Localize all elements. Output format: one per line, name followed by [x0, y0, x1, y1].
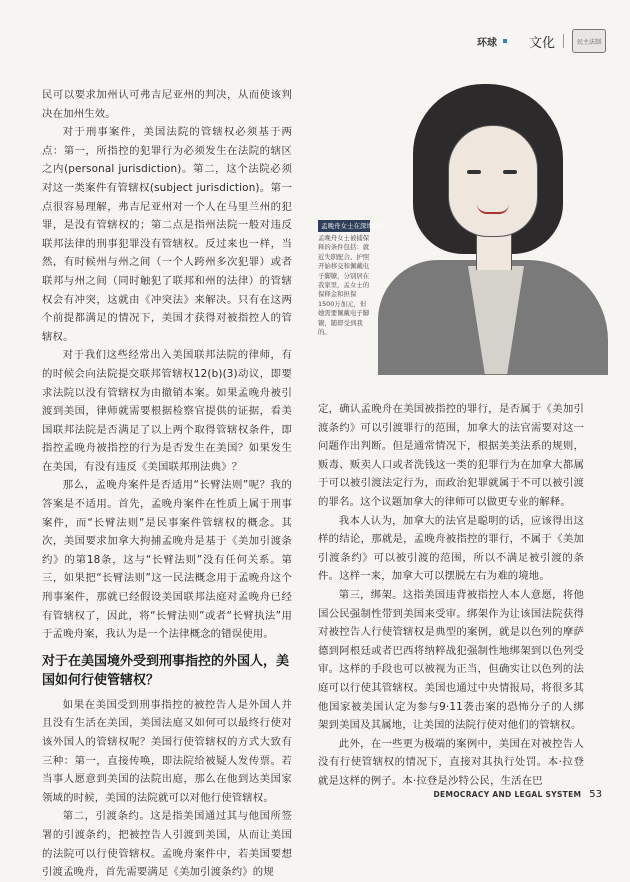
paragraph: 此外，在一些更为极端的案例中，美国在对被控告人没有行使管辖权的情况下，直接对其执行处罚。本·拉登就是这样的例子。本·拉登是沙特公民，生活在巴	[318, 737, 584, 787]
portrait-eye	[503, 170, 517, 174]
publication-name: DEMOCRACY AND LEGAL SYSTEM	[433, 790, 582, 799]
page-header	[477, 30, 606, 52]
right-column	[318, 400, 584, 790]
portrait-mouth	[477, 204, 509, 214]
caption-title: 孟晚舟女士在深圳家中	[318, 220, 370, 232]
paragraph: 对于刑事案件，美国法院的管辖权必须基于两点：第一，所指控的犯罪行为必须发生在法院的辖区之内(personal jurisdiction)。第二，这个法院必须对这一类案件有管辖权(subject jurisdiction)。第一点很容易理解，弗吉尼亚州对一个人在马里兰州的犯罪，是没有管辖权的；第二点是指州法院一般对违反联邦法律的刑事犯罪没有管辖权。反过来也一样，当然，有时候州与州之间（一个人跨州多次犯罪）或者联邦与州之间（同时触犯了联邦和州的法律）的管辖权会有冲突，这就由《冲突法》来解决。只有在这两个前提都满足的情况下，美国才获得对被指控人的管辖权。	[42, 126, 292, 343]
section-heading: 对于在美国境外受到刑事指控的外国人，美国如何行使管辖权？	[42, 653, 290, 688]
section-label: 环球	[476, 37, 497, 49]
left-column	[42, 86, 292, 882]
page-footer	[434, 789, 602, 800]
paragraph: 第二，引渡条约。这是指美国通过其与他国所签署的引渡条约，把被控告人引渡到美国，从而让美国的法院可以行使管辖权。孟晚舟案件中，若美国要想引渡孟晚舟，首先需要满足《美加引渡条约》的规	[42, 810, 292, 879]
caption-text: 孟晚舟女士被捕保释的条件包括：就近失职配合、护照开始移交和佩戴电子脚镣，分别居在我家里，孟女士的保释金和担保1500万加元，但她需要佩戴电子脚镣，随即受到我的。	[318, 234, 370, 337]
section-marker	[503, 39, 507, 43]
paragraph: 民可以要求加州认可弗吉尼亚州的判决，从而使该判决在加州生效。	[42, 89, 292, 120]
paragraph: 那么，孟晚舟案件是否适用“长臂法则”呢？我的答案是不适用。首先，孟晚舟案件在性质上属于刑事案件，而“长臂法则”是民事案件管辖权的概念。其次，美国要求加拿大拘捕孟晚舟是基于《美加引渡条约》的第18条，这与“长臂法则”没有任何关系。第三，如果把“长臂法则”这一民法概念用于孟晚舟这个刑事案件，那就已经假设美国联邦法庭对孟晚舟已经有管辖权了，因此，将“长臂法则”或者“长臂执法”用于孟晚舟案，我认为是一个法律概念的错误使用。	[42, 479, 292, 641]
page-number: 53	[589, 789, 602, 800]
photo-caption	[318, 220, 386, 337]
paragraph: 我本人认为，加拿大的法官是聪明的话，应该得出这样的结论，那就是，孟晚舟被指控的罪行，不属于《美加引渡条约》可以被引渡的范围，所以不满足被引渡的条件。这样一来，加拿大可以摆脱左右为难的境地。	[318, 514, 584, 583]
portrait-face	[448, 125, 538, 237]
portrait-eye	[467, 170, 481, 174]
paragraph: 对于我们这些经常出入美国联邦法院的律师，有的时候会向法院提交联邦管辖权12(b)(3)动议，即要求法院以没有管辖权为由撤销本案。如果孟晚舟被引渡到美国，律师就需要根据检察官提供的证据，看美国联邦法院是否满足了以上两个取得管辖权条件，即指控孟晚舟被指控的行为是否发生在美国？如果发生在美国，有没有违反《美国联邦刑法典》？	[42, 349, 292, 473]
paragraph: 第三，绑架。这指美国违背被指控人本人意愿，将他国公民强制性带到美国来受审。绑架作为让该国法院获得对被控告人行使管辖权是典型的案例，就是以色列的摩萨德到阿根廷或者巴西将纳粹战犯强制性地绑架到以色列受审。这样的手段也可以被视为正当，但确实让以色列的法庭可以行使其管辖权。美国也通过中央情报局，将很多其他国家被美国认定为参与9·11袭击案的恐怖分子的人绑架到美国及其属地，让美国的法院行使对他们的管辖权。	[318, 588, 584, 732]
topic-label: 文化	[528, 35, 555, 51]
portrait-illustration	[318, 80, 608, 380]
paragraph: 定，确认孟晚舟在美国被指控的罪行，是否属于《美加引渡条约》可以引渡罪行的范围，加拿大的法官需要对这一问题作出判断。但是通常情况下，根据美美法系的规则，贩毒、贩卖人口或者洗钱这一类的犯罪行为在加拿大都属于可以被引渡法定行为，而政治犯罪就属于不可以被引渡的罪名。这个议题加拿大的律师可以做更专业的解释。	[318, 403, 584, 508]
magazine-logo: 民主法制	[572, 29, 606, 53]
paragraph: 如果在美国受到刑事指控的被控告人是外国人并且没有生活在美国，美国法庭又如何可以最终行使对该外国人的管辖权呢？美国行使管辖权的方式大致有三种：第一，直接传唤，即法院给被疑人发传票。若当事人愿意到美国的法院出庭，那么在他到达美国家领域的时候，美国的法院就可以对他行使管辖权。	[42, 698, 292, 804]
header-divider	[563, 34, 564, 48]
